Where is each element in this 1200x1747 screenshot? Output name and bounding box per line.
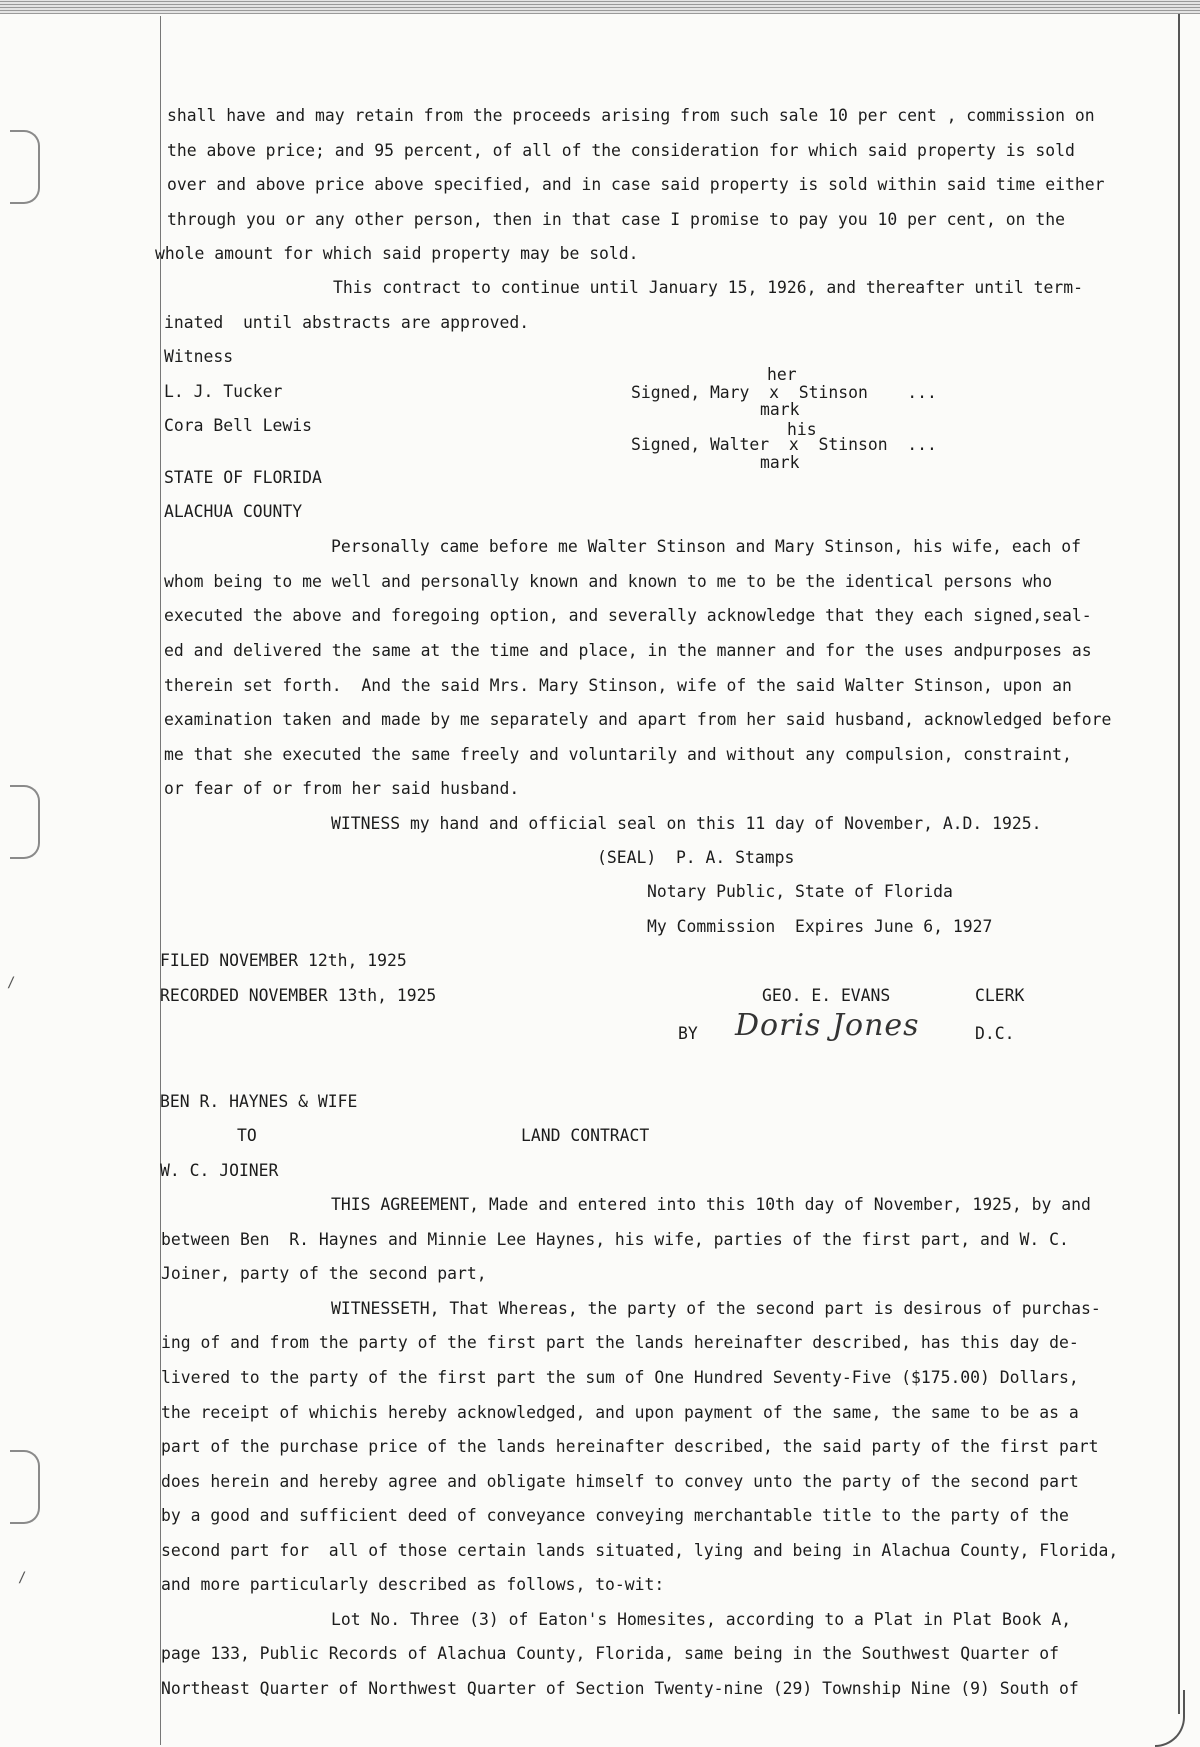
signature-walter: Signed, Walter x Stinson ...: [631, 435, 937, 454]
filed-date: FILED NOVEMBER 12th, 1925: [160, 951, 407, 970]
by-label: BY: [678, 1024, 698, 1043]
witnesseth-line: ing of and from the party of the first part the lands hereinafter described, has this day de-: [161, 1333, 1079, 1352]
witness-heading: Witness: [164, 347, 234, 366]
agreement-line: Joiner, party of the second part,: [161, 1264, 487, 1283]
acknowledgment-line: me that she executed the same freely and voluntarily and without any compulsion, constraint,: [164, 745, 1072, 764]
option-clause-line: This contract to continue until January 15, 1926, and thereafter until term-: [333, 278, 1083, 297]
scan-speck: /: [18, 1570, 27, 1586]
deputy-clerk-signature: Doris Jones: [735, 1008, 920, 1043]
right-margin-rule: [1178, 14, 1180, 1714]
witnesseth-line: livered to the party of the first part the sum of One Hundred Seventy-Five ($175.00) Dollars,: [161, 1368, 1079, 1387]
signature-mark-label: mark: [760, 400, 800, 419]
description-line: Northeast Quarter of Northwest Quarter of Section Twenty-nine (29) Township Nine (9) South of: [161, 1679, 1079, 1698]
option-clause-line: through you or any other person, then in that case I promise to pay you 10 per cent, on the: [167, 210, 1065, 229]
option-clause-line: over and above price above specified, and in case said property is sold within said time either: [167, 175, 1105, 194]
agreement-line: THIS AGREEMENT, Made and entered into this 10th day of November, 1925, by and: [331, 1195, 1091, 1214]
page-top-edge: [0, 0, 1200, 14]
clerk-name: GEO. E. EVANS: [762, 986, 891, 1005]
grantee-heading: W. C. JOINER: [160, 1161, 279, 1180]
signature-mary: Signed, Mary x Stinson ...: [631, 383, 937, 402]
option-clause-line: the above price; and 95 percent, of all of the consideration for which said property is sold: [167, 141, 1075, 160]
binder-hole-icon: [10, 1450, 40, 1524]
page-corner-curve: [1155, 1690, 1185, 1747]
binder-hole-icon: [10, 130, 40, 204]
state-heading: STATE OF FLORIDA: [164, 468, 322, 487]
notary-title-line: Notary Public, State of Florida: [647, 882, 953, 901]
agreement-line: between Ben R. Haynes and Minnie Lee Haynes, his wife, parties of the first part, and W. C.: [161, 1230, 1069, 1249]
witnesseth-line: and more particularly described as follows, to-wit:: [161, 1575, 665, 1594]
acknowledgment-line: Personally came before me Walter Stinson and Mary Stinson, his wife, each of: [331, 537, 1081, 556]
option-clause-line: shall have and may retain from the proceeds arising from such sale 10 per cent , commission on: [167, 106, 1095, 125]
signature-her-label: her: [767, 365, 797, 384]
grantor-heading: BEN R. HAYNES & WIFE: [160, 1092, 358, 1111]
notary-commission-line: My Commission Expires June 6, 1927: [647, 917, 993, 936]
option-clause-line: inated until abstracts are approved.: [164, 313, 530, 332]
binder-hole-icon: [10, 785, 40, 859]
witnesseth-line: does herein and hereby agree and obligate himself to convey unto the party of the second part: [161, 1472, 1079, 1491]
document-title: LAND CONTRACT: [521, 1126, 650, 1145]
witness-name: L. J. Tucker: [164, 382, 283, 401]
acknowledgment-line: whom being to me well and personally known and known to me to be the identical persons who: [164, 572, 1053, 591]
acknowledgment-line: executed the above and foregoing option, and severally acknowledge that they each signed,seal-: [164, 606, 1092, 625]
acknowledgment-line: therein set forth. And the said Mrs. Mary Stinson, wife of the said Walter Stinson, upon an: [164, 676, 1072, 695]
acknowledgment-line: ed and delivered the same at the time and place, in the manner and for the uses andpurposes as: [164, 641, 1092, 660]
deputy-clerk-label: D.C.: [975, 1024, 1015, 1043]
option-clause-line: whole amount for which said property may be sold.: [155, 244, 639, 263]
signature-mark-label: mark: [760, 453, 800, 472]
witnesseth-line: second part for all of those certain lands situated, lying and being in Alachua County, Florida,: [161, 1541, 1119, 1560]
acknowledgment-line: examination taken and made by me separately and apart from her said husband, acknowledged before: [164, 710, 1112, 729]
signature-his-label: his: [787, 420, 817, 439]
description-line: Lot No. Three (3) of Eaton's Homesites, according to a Plat in Plat Book A,: [331, 1610, 1072, 1629]
scan-speck: /: [7, 975, 16, 991]
county-heading: ALACHUA COUNTY: [164, 502, 303, 521]
witnesseth-line: the receipt of whichis hereby acknowledged, and upon payment of the same, the same to be as a: [161, 1403, 1079, 1422]
acknowledgment-line: or fear of or from her said husband.: [164, 779, 520, 798]
to-label: TO: [237, 1126, 257, 1145]
witnesseth-line: part of the purchase price of the lands hereinafter described, the said party of the first part: [161, 1437, 1099, 1456]
witnesseth-line: by a good and sufficient deed of conveyance conveying merchantable title to the party of the: [161, 1506, 1069, 1525]
recorded-date: RECORDED NOVEMBER 13th, 1925: [160, 986, 437, 1005]
notary-witness-line: WITNESS my hand and official seal on this 11 day of November, A.D. 1925.: [331, 814, 1042, 833]
notary-seal-line: (SEAL) P. A. Stamps: [597, 848, 795, 867]
clerk-title: CLERK: [975, 986, 1025, 1005]
witnesseth-line: WITNESSETH, That Whereas, the party of the second part is desirous of purchas-: [331, 1299, 1101, 1318]
description-line: page 133, Public Records of Alachua County, Florida, same being in the Southwest Quarter of: [161, 1644, 1059, 1663]
witness-name: Cora Bell Lewis: [164, 416, 313, 435]
